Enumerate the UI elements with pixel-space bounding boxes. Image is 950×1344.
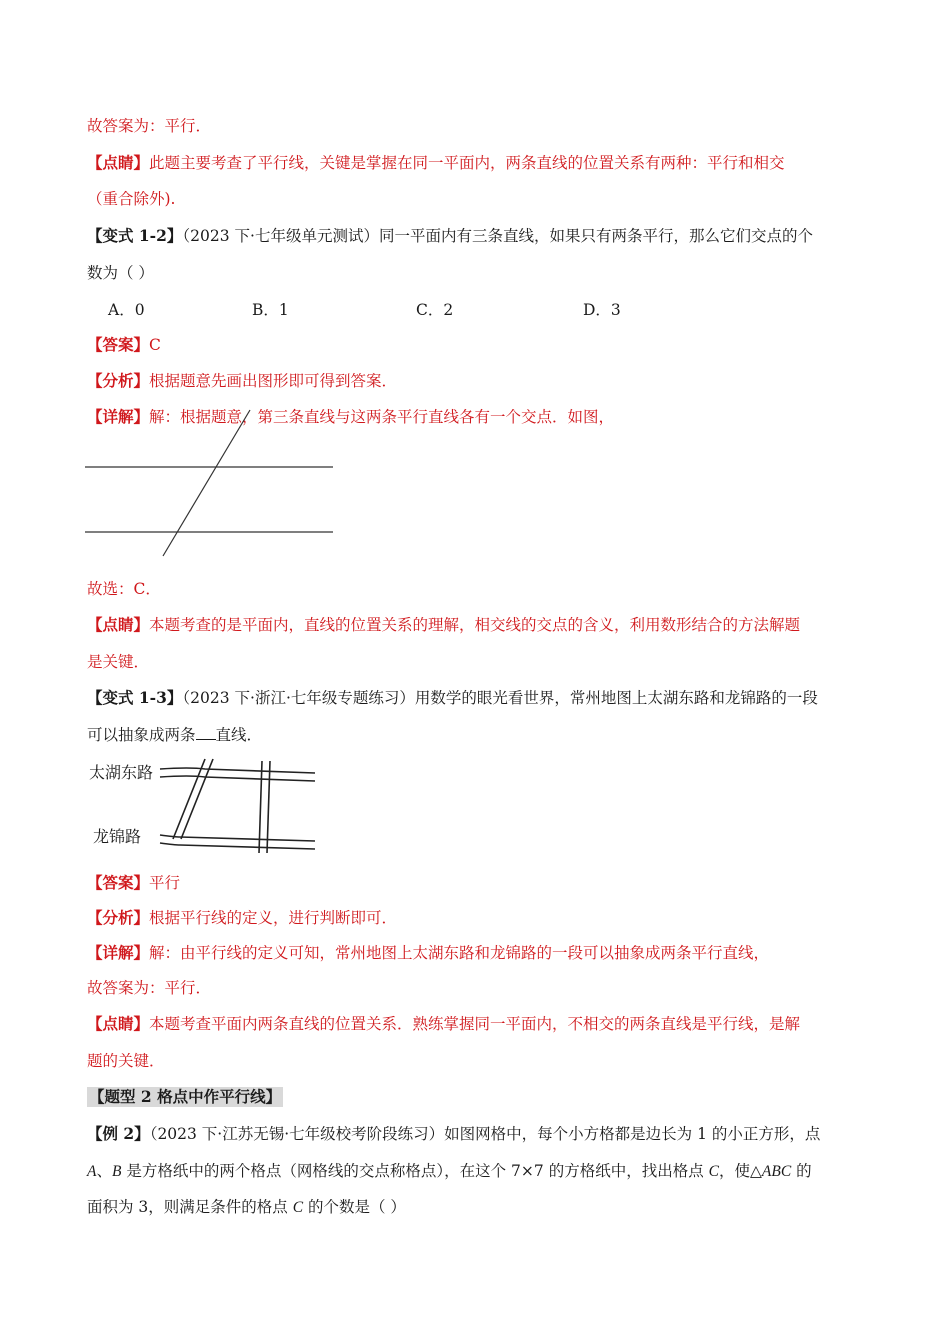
variant-1-3-answer xyxy=(87,873,180,893)
variant-1-3-question-line-2 xyxy=(87,725,262,745)
option-d: D．3 xyxy=(583,301,621,319)
example-2-line-1 xyxy=(87,1124,820,1144)
variant-text: （2023 下·七年级单元测试）同一平面内有三条直线，如果只有两条平行，那么它们交点的个 xyxy=(182,227,813,245)
answer-value: 平行 xyxy=(149,874,181,892)
point-b: B xyxy=(111,1163,122,1180)
variant-1-2-choice: 故选：C． xyxy=(87,580,161,598)
map-label-taihu-east-road: 太湖东路 xyxy=(89,763,154,782)
section-title xyxy=(87,1087,283,1107)
variant-1-3-question-line-1 xyxy=(87,688,818,708)
point-c: C xyxy=(292,1199,304,1216)
road-map-figure xyxy=(155,757,320,857)
section-title-text: 【题型 2 格点中作平行线】 xyxy=(89,1087,282,1106)
dianjing-1-line-2: （重合除外). xyxy=(87,190,176,208)
example-2-line-2 xyxy=(87,1161,812,1182)
detail-text: 解：由平行线的定义可知，常州地图上太湖东路和龙锦路的一段可以抽象成两条平行直线， xyxy=(149,944,770,962)
triangle-abc: ABC xyxy=(761,1163,792,1180)
detail-text: 解：根据题意，第三条直线与这两条平行直线各有一个交点．如图， xyxy=(149,408,615,426)
example-text: （2023 下·江苏无锡·七年级校考阶段练习）如图网格中，每个小方格都是边长为 1 的小正方形，点 xyxy=(149,1125,821,1143)
variant-1-2-answer xyxy=(87,335,161,355)
variant-1-2-question-line-1 xyxy=(87,226,813,246)
answer-tag: 【答案】 xyxy=(87,873,150,892)
dianjing-text: 此题主要考查了平行线，关键是掌握在同一平面内，两条直线的位置关系有两种：平行和相交 xyxy=(149,154,785,172)
longjin-road-bottom-edge xyxy=(160,843,315,849)
map-label-longjin-road: 龙锦路 xyxy=(93,827,142,846)
dianjing-1-line-1 xyxy=(87,153,785,173)
question-text-b: 直线． xyxy=(215,726,263,744)
variant-1-2-question-line-2: 数为（ ） xyxy=(87,264,154,282)
variant-1-3-analysis xyxy=(87,908,397,928)
variant-1-2-analysis xyxy=(87,371,397,391)
answer-tag: 【答案】 xyxy=(87,335,150,354)
diagonal-road-edge-2 xyxy=(181,759,213,839)
example-text-question: 的个数是（ ） xyxy=(303,1198,406,1216)
triangle-prefix: ，使△ xyxy=(718,1162,762,1180)
answer-blank xyxy=(196,739,216,740)
longjin-road-top-edge xyxy=(160,835,315,841)
variant-1-3-dianjing-line-1 xyxy=(87,1014,800,1034)
taihu-east-road-bottom-edge xyxy=(160,776,315,781)
point-a: A xyxy=(87,1163,97,1180)
taihu-east-road-top-edge xyxy=(160,768,315,773)
variant-1-2-dianjing-line-2: 是关键． xyxy=(87,653,150,671)
variant-1-3-detail xyxy=(87,943,769,963)
answer-value: C xyxy=(149,336,161,354)
dianjing-text: 本题考查平面内两条直线的位置关系．熟练掌握同一平面内，不相交的两条直线是平行线，是解 xyxy=(149,1015,801,1033)
variant-1-3-conclusion: 故答案为：平行． xyxy=(87,979,212,997)
dianjing-text: 本题考查的是平面内，直线的位置关系的理解，相交线的交点的含义，利用数形结合的方法解题 xyxy=(149,616,801,634)
dianjing-tag: 【点睛】 xyxy=(87,1014,150,1033)
variant-text: （2023 下·浙江·七年级专题练习）用数学的眼光看世界，常州地图上太湖东路和龙锦路的一段 xyxy=(182,689,818,707)
variant-1-3-dianjing-line-2: 题的关键． xyxy=(87,1052,165,1070)
analysis-text: 根据平行线的定义，进行判断即可． xyxy=(149,909,398,927)
analysis-tag: 【分析】 xyxy=(87,371,150,390)
diagonal-road-edge-1 xyxy=(173,759,205,839)
parallel-lines-figure xyxy=(85,408,337,560)
example-text-area: 面积为 3，则满足条件的格点 xyxy=(87,1198,293,1216)
separator: 、 xyxy=(96,1162,112,1180)
variant-tag: 【变式 1-3】 xyxy=(87,688,183,707)
option-a: A．0 xyxy=(108,301,145,319)
dianjing-tag: 【点睛】 xyxy=(87,153,150,172)
transversal-line xyxy=(163,410,250,556)
example-tag: 【例 2】 xyxy=(87,1124,150,1143)
analysis-tag: 【分析】 xyxy=(87,908,150,927)
answer-conclusion-1: 故答案为：平行． xyxy=(87,117,212,135)
example-text-end: 的 xyxy=(791,1162,812,1180)
example-text-mid: 是方格纸中的两个格点（网格线的交点称格点），在这个 7×7 的方格纸中，找出格点 xyxy=(121,1162,709,1180)
option-b: B．1 xyxy=(252,301,289,319)
point-c: C xyxy=(708,1163,719,1180)
detail-tag: 【详解】 xyxy=(87,407,150,426)
variant-tag: 【变式 1-2】 xyxy=(87,226,183,245)
example-2-line-3 xyxy=(87,1197,406,1218)
detail-tag: 【详解】 xyxy=(87,943,150,962)
analysis-text: 根据题意先画出图形即可得到答案． xyxy=(149,372,398,390)
question-text-a: 可以抽象成两条 xyxy=(87,726,196,744)
option-c: C．2 xyxy=(416,301,454,319)
dianjing-tag: 【点睛】 xyxy=(87,615,150,634)
variant-1-2-dianjing-line-1 xyxy=(87,615,800,635)
